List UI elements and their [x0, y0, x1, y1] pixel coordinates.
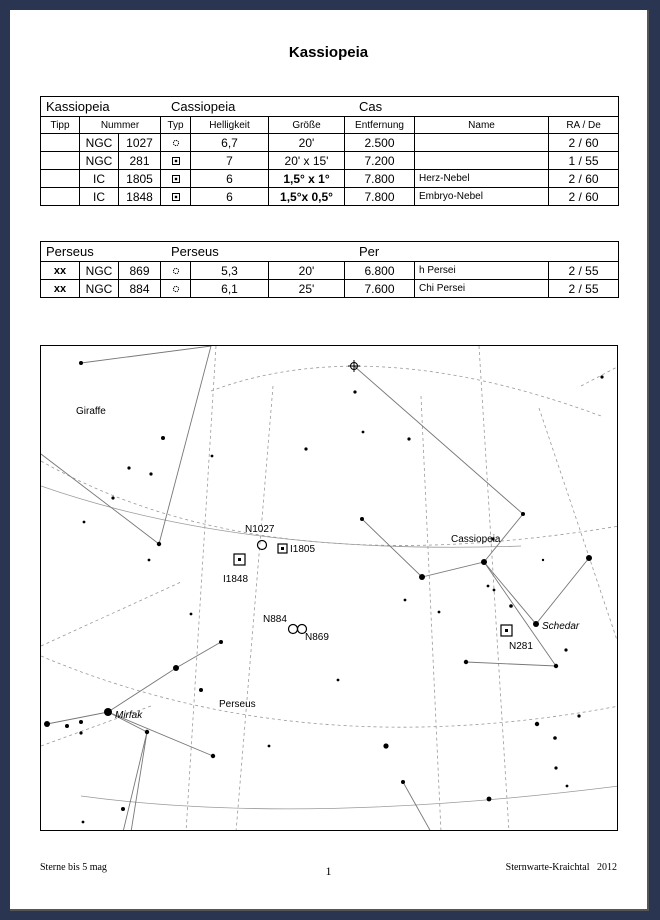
- cell-size: 1,5°x 0,5°: [269, 188, 345, 206]
- cell-distance: 2.500: [345, 134, 415, 152]
- stars: [44, 361, 604, 823]
- cell-catalog: IC: [80, 170, 119, 188]
- cell-tipp: [41, 152, 80, 170]
- cell-type: [161, 134, 191, 152]
- footer-right: Sternwarte-Kraichtal 2012: [505, 862, 617, 873]
- cell-rade: 1 / 55: [549, 152, 619, 170]
- cell-number: 884: [119, 280, 161, 298]
- nebula-icon: [172, 157, 180, 165]
- cell-rade: 2 / 60: [549, 134, 619, 152]
- star-chart: [40, 345, 618, 831]
- group-abbr: Per: [359, 244, 380, 259]
- object-table-perseus: [40, 241, 619, 298]
- cell-number: 869: [119, 262, 161, 280]
- label-cassiopeia: Cassiopeia: [451, 534, 501, 545]
- open-cluster-icon: [172, 139, 180, 147]
- cell-name: h Persei: [415, 262, 549, 280]
- cell-magnitude: 6,7: [191, 134, 269, 152]
- group-name: Perseus: [46, 244, 94, 259]
- cell-name: Chi Persei: [415, 280, 549, 298]
- table-row: [41, 170, 619, 188]
- col-header-entfernung: Entfernung: [345, 117, 415, 134]
- cell-distance: 7.800: [345, 170, 415, 188]
- cell-name: [415, 134, 549, 152]
- group-name: Kassiopeia: [46, 99, 110, 114]
- col-header-groesse: Größe: [269, 117, 345, 134]
- group-name-alt: Perseus: [171, 244, 219, 259]
- chart-grid: [41, 346, 618, 831]
- col-header-rade: RA / De: [549, 117, 619, 134]
- cell-distance: 6.800: [345, 262, 415, 280]
- cell-catalog: NGC: [80, 152, 119, 170]
- label-n1027: N1027: [245, 524, 275, 535]
- table-row: [41, 262, 619, 280]
- cell-catalog: NGC: [80, 262, 119, 280]
- group-header: [41, 242, 619, 262]
- table-row: [41, 188, 619, 206]
- cell-name: Herz-Nebel: [415, 170, 549, 188]
- cell-number: 1027: [119, 134, 161, 152]
- cell-magnitude: 7: [191, 152, 269, 170]
- label-n869: N869: [305, 632, 329, 643]
- cell-type: [161, 170, 191, 188]
- cell-size: 20' x 15': [269, 152, 345, 170]
- cell-tipp: xx: [41, 280, 80, 298]
- group-name-alt: Cassiopeia: [171, 99, 236, 114]
- cell-size: 25': [269, 280, 345, 298]
- cell-magnitude: 6,1: [191, 280, 269, 298]
- cell-tipp: [41, 188, 80, 206]
- table-row: [41, 280, 619, 298]
- ngc1027-marker: [258, 541, 267, 550]
- cell-catalog: NGC: [80, 134, 119, 152]
- open-cluster-icon: [172, 285, 180, 293]
- col-header-tipp: Tipp: [41, 117, 80, 134]
- cell-type: [161, 280, 191, 298]
- object-table-cassiopeia: [40, 96, 619, 206]
- cell-distance: 7.600: [345, 280, 415, 298]
- label-n884: N884: [263, 614, 287, 625]
- open-cluster-icon: [172, 267, 180, 275]
- cell-size: 20': [269, 262, 345, 280]
- col-header-typ: Typ: [161, 117, 191, 134]
- label-n281: N281: [509, 641, 533, 652]
- cell-size: 20': [269, 134, 345, 152]
- label-schedar: Schedar: [542, 621, 580, 632]
- ngc884-marker: [289, 625, 298, 634]
- cell-rade: 2 / 60: [549, 188, 619, 206]
- cell-type: [161, 188, 191, 206]
- col-header-name: Name: [415, 117, 549, 134]
- cell-rade: 2 / 55: [549, 262, 619, 280]
- label-mirfak: Mirfak: [115, 710, 143, 721]
- cell-name: Embryo-Nebel: [415, 188, 549, 206]
- nebula-icon: [172, 175, 180, 183]
- cell-rade: 2 / 55: [549, 280, 619, 298]
- table-row: [41, 134, 619, 152]
- constellation-lines: [41, 346, 589, 831]
- cell-catalog: NGC: [80, 280, 119, 298]
- nebula-icon: [172, 193, 180, 201]
- document-page: [10, 10, 649, 911]
- group-abbr: Cas: [359, 99, 383, 114]
- cell-type: [161, 262, 191, 280]
- cell-magnitude: 6: [191, 170, 269, 188]
- label-i1805: I1805: [290, 544, 316, 555]
- cell-name: [415, 152, 549, 170]
- cell-tipp: [41, 170, 80, 188]
- star-chart-svg: [41, 346, 618, 831]
- cell-size: 1,5° x 1°: [269, 170, 345, 188]
- label-i1848: I1848: [223, 574, 249, 585]
- col-header-nummer: Nummer: [80, 117, 161, 134]
- label-perseus: Perseus: [219, 699, 256, 710]
- footer-left: Sterne bis 5 mag: [40, 862, 107, 873]
- cell-tipp: xx: [41, 262, 80, 280]
- cell-tipp: [41, 134, 80, 152]
- label-giraffe: Giraffe: [76, 406, 106, 417]
- footer-page-number: 1: [325, 864, 332, 878]
- cell-catalog: IC: [80, 188, 119, 206]
- cell-number: 1805: [119, 170, 161, 188]
- cell-number: 281: [119, 152, 161, 170]
- cell-distance: 7.800: [345, 188, 415, 206]
- col-header-helligkeit: Helligkeit: [191, 117, 269, 134]
- cell-magnitude: 5,3: [191, 262, 269, 280]
- table-row: [41, 152, 619, 170]
- group-header: [41, 97, 619, 117]
- cell-rade: 2 / 60: [549, 170, 619, 188]
- page-title: Kassiopeia: [288, 44, 369, 61]
- cell-number: 1848: [119, 188, 161, 206]
- cell-type: [161, 152, 191, 170]
- cell-magnitude: 6: [191, 188, 269, 206]
- cell-distance: 7.200: [345, 152, 415, 170]
